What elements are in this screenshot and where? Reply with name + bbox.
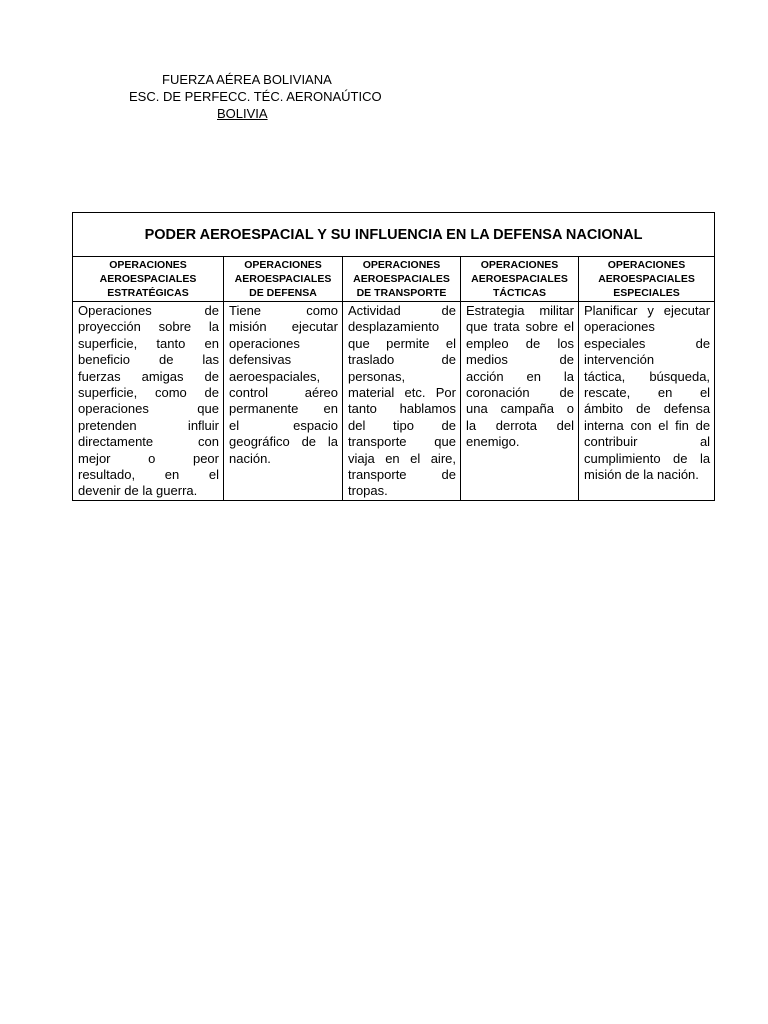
text-line: superficie, tanto en [78,335,219,351]
text-line: material etc. Por [348,385,456,401]
text-line: que permite el [348,335,456,351]
column-header-line: OPERACIONES [480,259,559,271]
column-header-line: OPERACIONES [244,259,322,271]
text-line: beneficio de las [78,352,219,368]
text-line: Operaciones de [78,303,219,318]
text-line: defensivas [229,352,292,368]
table-title-row [73,213,715,257]
text-line: operaciones [584,319,655,335]
text-line: aeroespaciales, [229,368,321,384]
text-line: interna con el fin de [584,417,711,433]
column-header-line: OPERACIONES [607,259,686,271]
text-line: Estrategia militar [466,303,574,318]
text-line: nación. [229,450,271,466]
text-line: operaciones que [78,401,219,417]
text-line: personas, [348,368,406,384]
text-line: que trata sobre el [466,319,574,335]
text-line: tropas. [348,483,388,499]
text-line: directamente con [78,434,219,450]
column-header-line: ESPECIALES [613,287,680,299]
text-line: transporte que [348,434,456,450]
column-header-line: ESTRATÉGICAS [107,287,189,299]
text-line: táctica, búsqueda, [584,368,711,384]
column-body-text [224,302,343,501]
column-header-line: AEROESPACIALES [353,273,450,285]
text-line: mejor o peor [78,450,219,466]
table-header-row [73,257,715,302]
text-line: el espacio [229,417,338,433]
column-header-line: AEROESPACIALES [598,273,695,285]
text-line: Tiene como [229,303,338,318]
text-line: misión de la nación. [584,467,699,483]
text-line: misión ejecutar [229,319,338,335]
text-line: pretenden influir [78,417,219,433]
column-header-line: OPERACIONES [362,259,441,271]
column-header-line: AEROESPACIALES [234,273,332,285]
text-line: cumplimiento de la [584,450,711,466]
text-line: fuerzas amigas de [78,368,219,384]
text-line: proyección sobre la [78,319,219,335]
column-header-line: OPERACIONES [109,259,187,271]
text-line: tanto hablamos [348,401,456,417]
column-body-text [461,302,579,501]
column-header [224,257,343,302]
text-line: Actividad de [348,303,456,318]
text-line: del tipo de [348,417,456,433]
text-line: viaja en el aire, [348,450,456,466]
column-header-line: TÁCTICAS [492,287,547,299]
column-header-line: DE DEFENSA [249,287,317,299]
text-line: coronación de [466,385,574,401]
column-header [73,257,224,302]
text-line: la derrota del [466,417,574,433]
text-line: intervención [584,352,655,368]
table-body-row [73,302,715,501]
text-line: acción en la [466,368,574,384]
column-body-text [579,302,715,501]
text-line: especiales de [584,335,711,351]
text-line: permanente en [229,401,338,417]
column-header [579,257,715,302]
text-line: empleo de los [466,335,574,351]
text-line: ámbito de defensa [584,401,711,417]
operations-table [72,212,715,501]
column-body-text [343,302,461,501]
text-line: operaciones [229,335,300,351]
text-line: control aéreo [229,385,338,401]
header-institution: FUERZA AÉREA BOLIVIANA [162,72,332,87]
column-header-line: DE TRANSPORTE [356,287,447,299]
text-line: una campaña o [466,401,574,417]
text-line: transporte de [348,467,456,483]
text-line: Planificar y ejecutar [584,303,711,318]
text-line: devenir de la guerra. [78,483,198,499]
text-line: rescate, en el [584,385,711,401]
text-line: geográfico de la [229,434,338,450]
text-line: superficie, como de [78,385,219,401]
text-line: resultado, en el [78,467,219,483]
column-header-line: AEROESPACIALES [471,273,568,285]
column-body-text [73,302,224,501]
table-title: PODER AEROESPACIAL Y SU INFLUENCIA EN LA DEFENSA NACIONAL [73,213,715,257]
text-line: medios de [466,352,574,368]
header-country: BOLIVIA [217,106,268,121]
text-line: desplazamiento [348,319,440,335]
column-header [343,257,461,302]
text-line: contribuir al [584,434,711,450]
header-school: ESC. DE PERFECC. TÉC. AERONAÚTICO [129,89,382,104]
column-header-line: AEROESPACIALES [99,273,197,285]
text-line: traslado de [348,352,456,368]
text-line: enemigo. [466,434,520,450]
column-header [461,257,579,302]
